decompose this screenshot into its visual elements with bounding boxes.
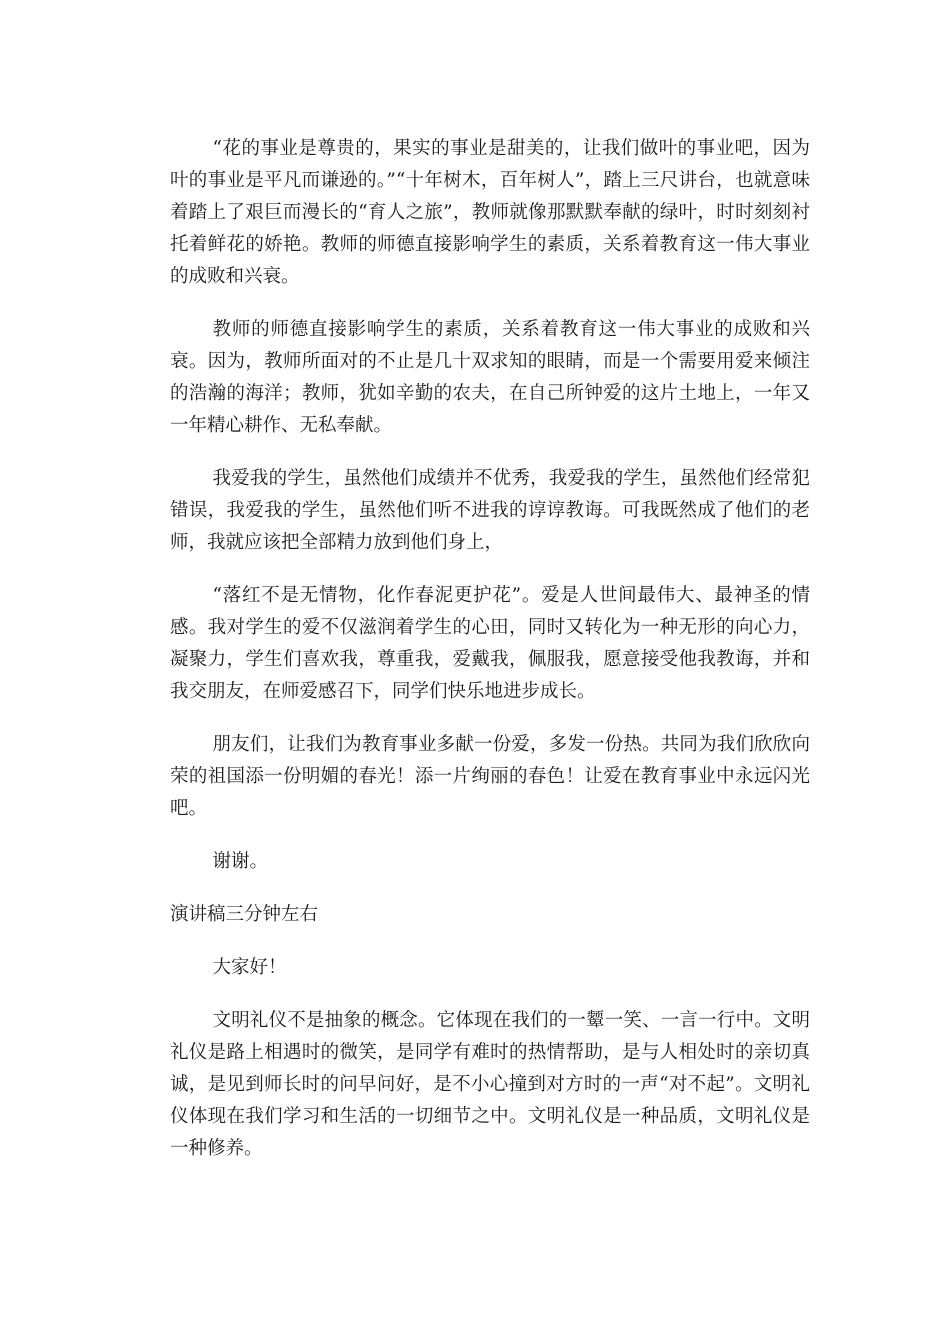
paragraph-5: 朋友们，让我们为教育事业多献一份爱，多发一份热。共同为我们欣欣向荣的祖国添一份明媚的春光！添一片绚丽的春色！让爱在教育事业中永远闪光吧。 [170,734,810,819]
section-title: 演讲稿三分钟左右 [170,904,319,925]
paragraph-2: 教师的师德直接影响学生的素质，关系着教育这一伟大事业的成败和兴衰。因为，教师所面对的不止是几十双求知的眼睛，而是一个需要用爱来倾注的浩瀚的海洋；教师，犹如辛勤的农夫，在自己所钟爱的这片土地上，一年又一年精心耕作、无私奉献。 [170,319,810,436]
paragraph-closing: 文明礼仪不是抽象的概念。它体现在我们的一颦一笑、一言一行中。文明礼仪是路上相遇时的微笑，是同学有难时的热情帮助，是与人相处时的亲切真诚，是见到师长时的问早问好，是不小心撞到对方时的一声“对不起”。文明礼仪体现在我们学习和生活的一切细节之中。文明礼仪是一种品质，文明礼仪是一种修养。 [170,1010,810,1159]
paragraph-3: 我爱我的学生，虽然他们成绩并不优秀，我爱我的学生，虽然他们经常犯错误，我爱我的学生，虽然他们听不进我的谆谆教诲。可我既然成了他们的老师，我就应该把全部精力放到他们身上， [170,468,810,553]
greeting-line: 大家好！ [212,957,287,978]
paragraph-1: “花的事业是尊贵的，果实的事业是甜美的，让我们做叶的事业吧，因为叶的事业是平凡而谦逊的。”“十年树木，百年树人”，踏上三尺讲台，也就意味着踏上了艰巨而漫长的“育人之旅”，教师就像那默默奉献的绿叶，时时刻刻衬托着鲜花的娇艳。教师的师德直接影响学生的素质，关系着教育这一伟大事业的成败和兴衰。 [170,138,810,287]
paragraph-4: “落红不是无情物，化作春泥更护花”。爱是人世间最伟大、最神圣的情感。我对学生的爱不仅滋润着学生的心田，同时又转化为一种无形的向心力，凝聚力，学生们喜欢我，尊重我，爱戴我，佩服我，愿意接受他我教诲，并和我交朋友，在师爱感召下，同学们快乐地进步成长。 [170,585,810,702]
document-body [170,133,810,1186]
thanks-line: 谢谢。 [212,851,269,872]
